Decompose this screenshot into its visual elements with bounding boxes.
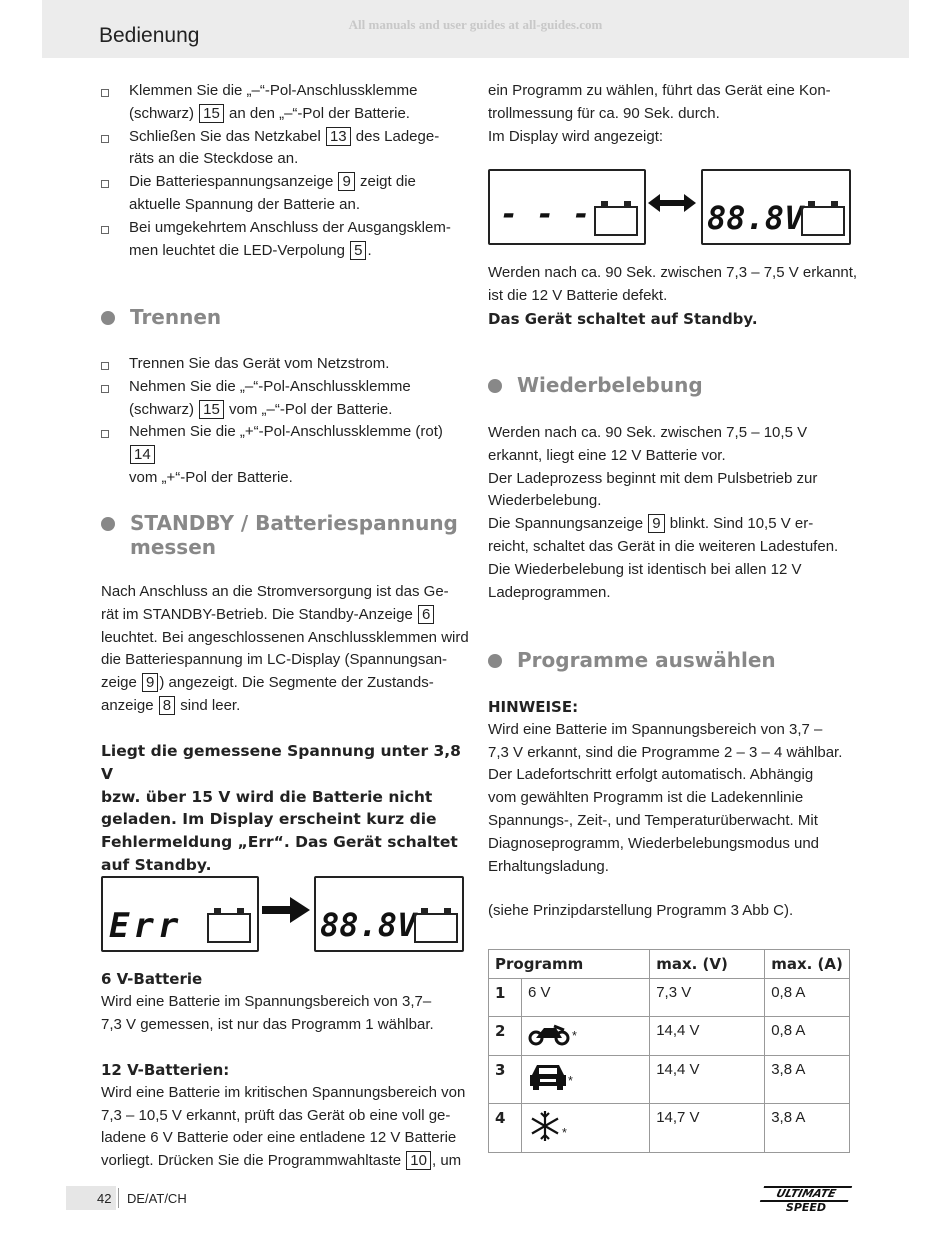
car-icon [528, 1061, 568, 1091]
ref-number: 14 [130, 445, 155, 464]
lcd-dash-text: - - - [500, 197, 591, 232]
table-cell: 3 [489, 1056, 522, 1104]
table-row [489, 979, 850, 1017]
list-item: Die Batteriespannungsanzeige 9 zeigt die aktuelle Spannung der Batterie an. [101, 171, 471, 217]
table-cell: 0,8 A [765, 1017, 850, 1056]
battery-icon [801, 206, 845, 236]
table-cell: 1 [489, 979, 522, 1017]
program-table [488, 949, 850, 1153]
arrow-right-icon [262, 897, 312, 923]
warning-text: Liegt die gemessene Spannung unter 3,8 V bzw. über 15 V wird die Batterie nicht geladen. Im Display erscheint kurz die Fehlermeldung „Err“. Das Gerät schaltet auf Standby. [101, 742, 461, 874]
bullet-dot-icon [488, 654, 502, 668]
table-header: max. (V) [650, 950, 765, 979]
page-number: 42 [97, 1191, 112, 1206]
table-header-row [489, 950, 850, 979]
bullet-dot-icon [101, 311, 115, 325]
table-cell: * [522, 1017, 650, 1056]
see-note: (siehe Prinzipdarstellung Programm 3 Abb C). [488, 902, 794, 920]
page-header [42, 0, 909, 58]
subheading-12v: 12 V-Batterien: [101, 1061, 230, 1079]
ref-number: 10 [406, 1151, 431, 1170]
bullet-square-icon [101, 180, 109, 188]
defect-bold: Das Gerät schaltet auf Standby. [488, 309, 758, 328]
ref-number: 6 [418, 605, 434, 624]
ref-number: 9 [142, 673, 158, 692]
ref-number: 15 [199, 104, 224, 123]
lcd-display-voltage [701, 169, 851, 245]
table-cell: 4 [489, 1104, 522, 1153]
battery-12v-section: 12 V-Batterien: Wird eine Batterie im kritischen Spannungsbereich von 7,3 – 10,5 V erkannt, prüft das Gerät ob eine voll ge- ladene 6 V Batterie oder eine entladene 12 V Batterie vorliegt. Drücken Sie die Programmwahltaste 10 , um [101, 1059, 471, 1173]
table-cell: 6 V [522, 979, 650, 1017]
snowflake-icon [528, 1109, 562, 1143]
table-cell: 3,8 A [765, 1056, 850, 1104]
table-row [489, 1104, 850, 1153]
table-cell: 14,4 V [650, 1017, 765, 1056]
table-cell: 2 [489, 1017, 522, 1056]
ref-number: 13 [326, 127, 351, 146]
bullet-square-icon [101, 385, 109, 393]
table-header: max. (A) [765, 950, 850, 979]
watermark: All manuals and user guides at all-guides.com [348, 17, 603, 32]
table-cell: 0,8 A [765, 979, 850, 1017]
battery-6v-section: 6 V-Batterie Wird eine Batterie im Spannungsbereich von 3,7– 7,3 V gemessen, ist nur das Programm 1 wählbar. [101, 968, 471, 1036]
subheading-6v: 6 V-Batterie [101, 970, 203, 988]
bullet-square-icon [101, 135, 109, 143]
lcd-display-dashes [488, 169, 646, 245]
ref-number: 9 [648, 514, 664, 533]
hints-paragraph: HINWEISE: Wird eine Batterie im Spannungsbereich von 3,7 – 7,3 V erkannt, sind die Programme 2 – 3 – 4 wählbar. Der Ladefortschritt erfolgt automatisch. Abhängig vom gewählten Programm ist die Ladekennlinie Spannungs-, Zeit-, und Temperaturüberwacht. Mit Diagnoseprogramm, Wiederbelebungsmodus und Erhaltungsladung. (siehe Prinzipdarstellung Programm 3 Abb C). [488, 696, 858, 923]
region-code: DE/AT/CH [127, 1191, 187, 1206]
battery-icon [594, 206, 638, 236]
ref-number: 5 [350, 241, 366, 260]
list-item: Bei umgekehrtem Anschluss der Ausgangsklem- men leuchtet die LED-Verpolung 5 . [101, 217, 471, 263]
motorcycle-icon [528, 1022, 572, 1046]
list-item: Schließen Sie das Netzkabel 13 des Ladege- räts an die Steckdose an. [101, 126, 471, 172]
section-heading-standby: STANDBY / Batteriespannung messen [130, 511, 458, 559]
defect-paragraph: Werden nach ca. 90 Sek. zwischen 7,3 – 7,5 V erkannt, ist die 12 V Batterie defekt. Das Gerät schaltet auf Standby. [488, 262, 858, 330]
lcd-voltage-text: 88.8V [707, 199, 804, 237]
lcd-display-err [101, 876, 259, 952]
list-item: Klemmen Sie die „–“-Pol-Anschlussklemme (schwarz) 15 an den „–“-Pol der Batterie. [101, 80, 471, 126]
hints-heading: HINWEISE: [488, 698, 579, 716]
connect-bullets [101, 80, 471, 262]
footer-divider [118, 1188, 119, 1208]
bullet-dot-icon [488, 379, 502, 393]
table-cell: 14,4 V [650, 1056, 765, 1104]
table-cell: 14,7 V [650, 1104, 765, 1153]
table-row [489, 1056, 850, 1104]
lcd-err-text: Err [109, 906, 183, 946]
table-cell: 3,8 A [765, 1104, 850, 1153]
battery-icon [414, 913, 458, 943]
bullet-dot-icon [101, 517, 115, 531]
section-heading-wiederbelebung: Wiederbelebung [517, 373, 703, 397]
battery-icon [207, 913, 251, 943]
page-title: Bedienung [99, 24, 200, 47]
list-item: Nehmen Sie die „+“-Pol-Anschlussklemme (rot) 14 vom „+“-Pol der Batterie. [101, 421, 471, 489]
intro-paragraph: ein Programm zu wählen, führt das Gerät eine Kon- trollmessung für ca. 90 Sek. durch. Im Display wird angezeigt: [488, 82, 831, 145]
table-cell: * [522, 1056, 650, 1104]
table-cell: * [522, 1104, 650, 1153]
ref-number: 8 [159, 696, 175, 715]
lcd-display-voltage [314, 876, 464, 952]
table-row [489, 1017, 850, 1056]
standby-paragraph: Nach Anschluss an die Stromversorgung ist das Ge- rät im STANDBY-Betrieb. Die Standby-Anzeige 6 leuchtet. Bei angeschlossenen Anschlussklemmen wird die Batteriespannung im LC-Display (Spannungsan- zeige 9 ) angezeigt. Die Segmente der Zustands- anzeige 8 sind leer. [101, 583, 469, 714]
brand-logo: ULTIMATE SPEED [762, 1186, 850, 1214]
table-header: Programm [489, 950, 650, 979]
list-item: Nehmen Sie die „–“-Pol-Anschlussklemme (schwarz) 15 vom „–“-Pol der Batterie. [101, 376, 471, 422]
bullet-square-icon [101, 430, 109, 438]
revival-paragraph: Werden nach ca. 90 Sek. zwischen 7,5 – 10,5 V erkannt, liegt eine 12 V Batterie vor. Der Ladeprozess beginnt mit dem Pulsbetrieb zur Wiederbelebung. Die Spannungsanzeige 9 blinkt. Sind 10,5 V er- reicht, schaltet das Gerät in die weiteren Ladestufen. Die Wiederbelebung ist identisch bei allen 12 V Ladeprogrammen. [488, 424, 839, 601]
list-item: Trennen Sie das Gerät vom Netzstrom. [101, 353, 471, 376]
ref-number: 15 [199, 400, 224, 419]
section-heading-trennen: Trennen [130, 305, 221, 329]
double-arrow-icon [648, 193, 696, 213]
ref-number: 9 [338, 172, 354, 191]
lcd-voltage-text: 88.8V [320, 906, 417, 944]
bullet-square-icon [101, 362, 109, 370]
table-cell: 7,3 V [650, 979, 765, 1017]
disconnect-bullets [101, 353, 471, 490]
bullet-square-icon [101, 89, 109, 97]
bullet-square-icon [101, 226, 109, 234]
section-heading-programme: Programme auswählen [517, 648, 776, 672]
